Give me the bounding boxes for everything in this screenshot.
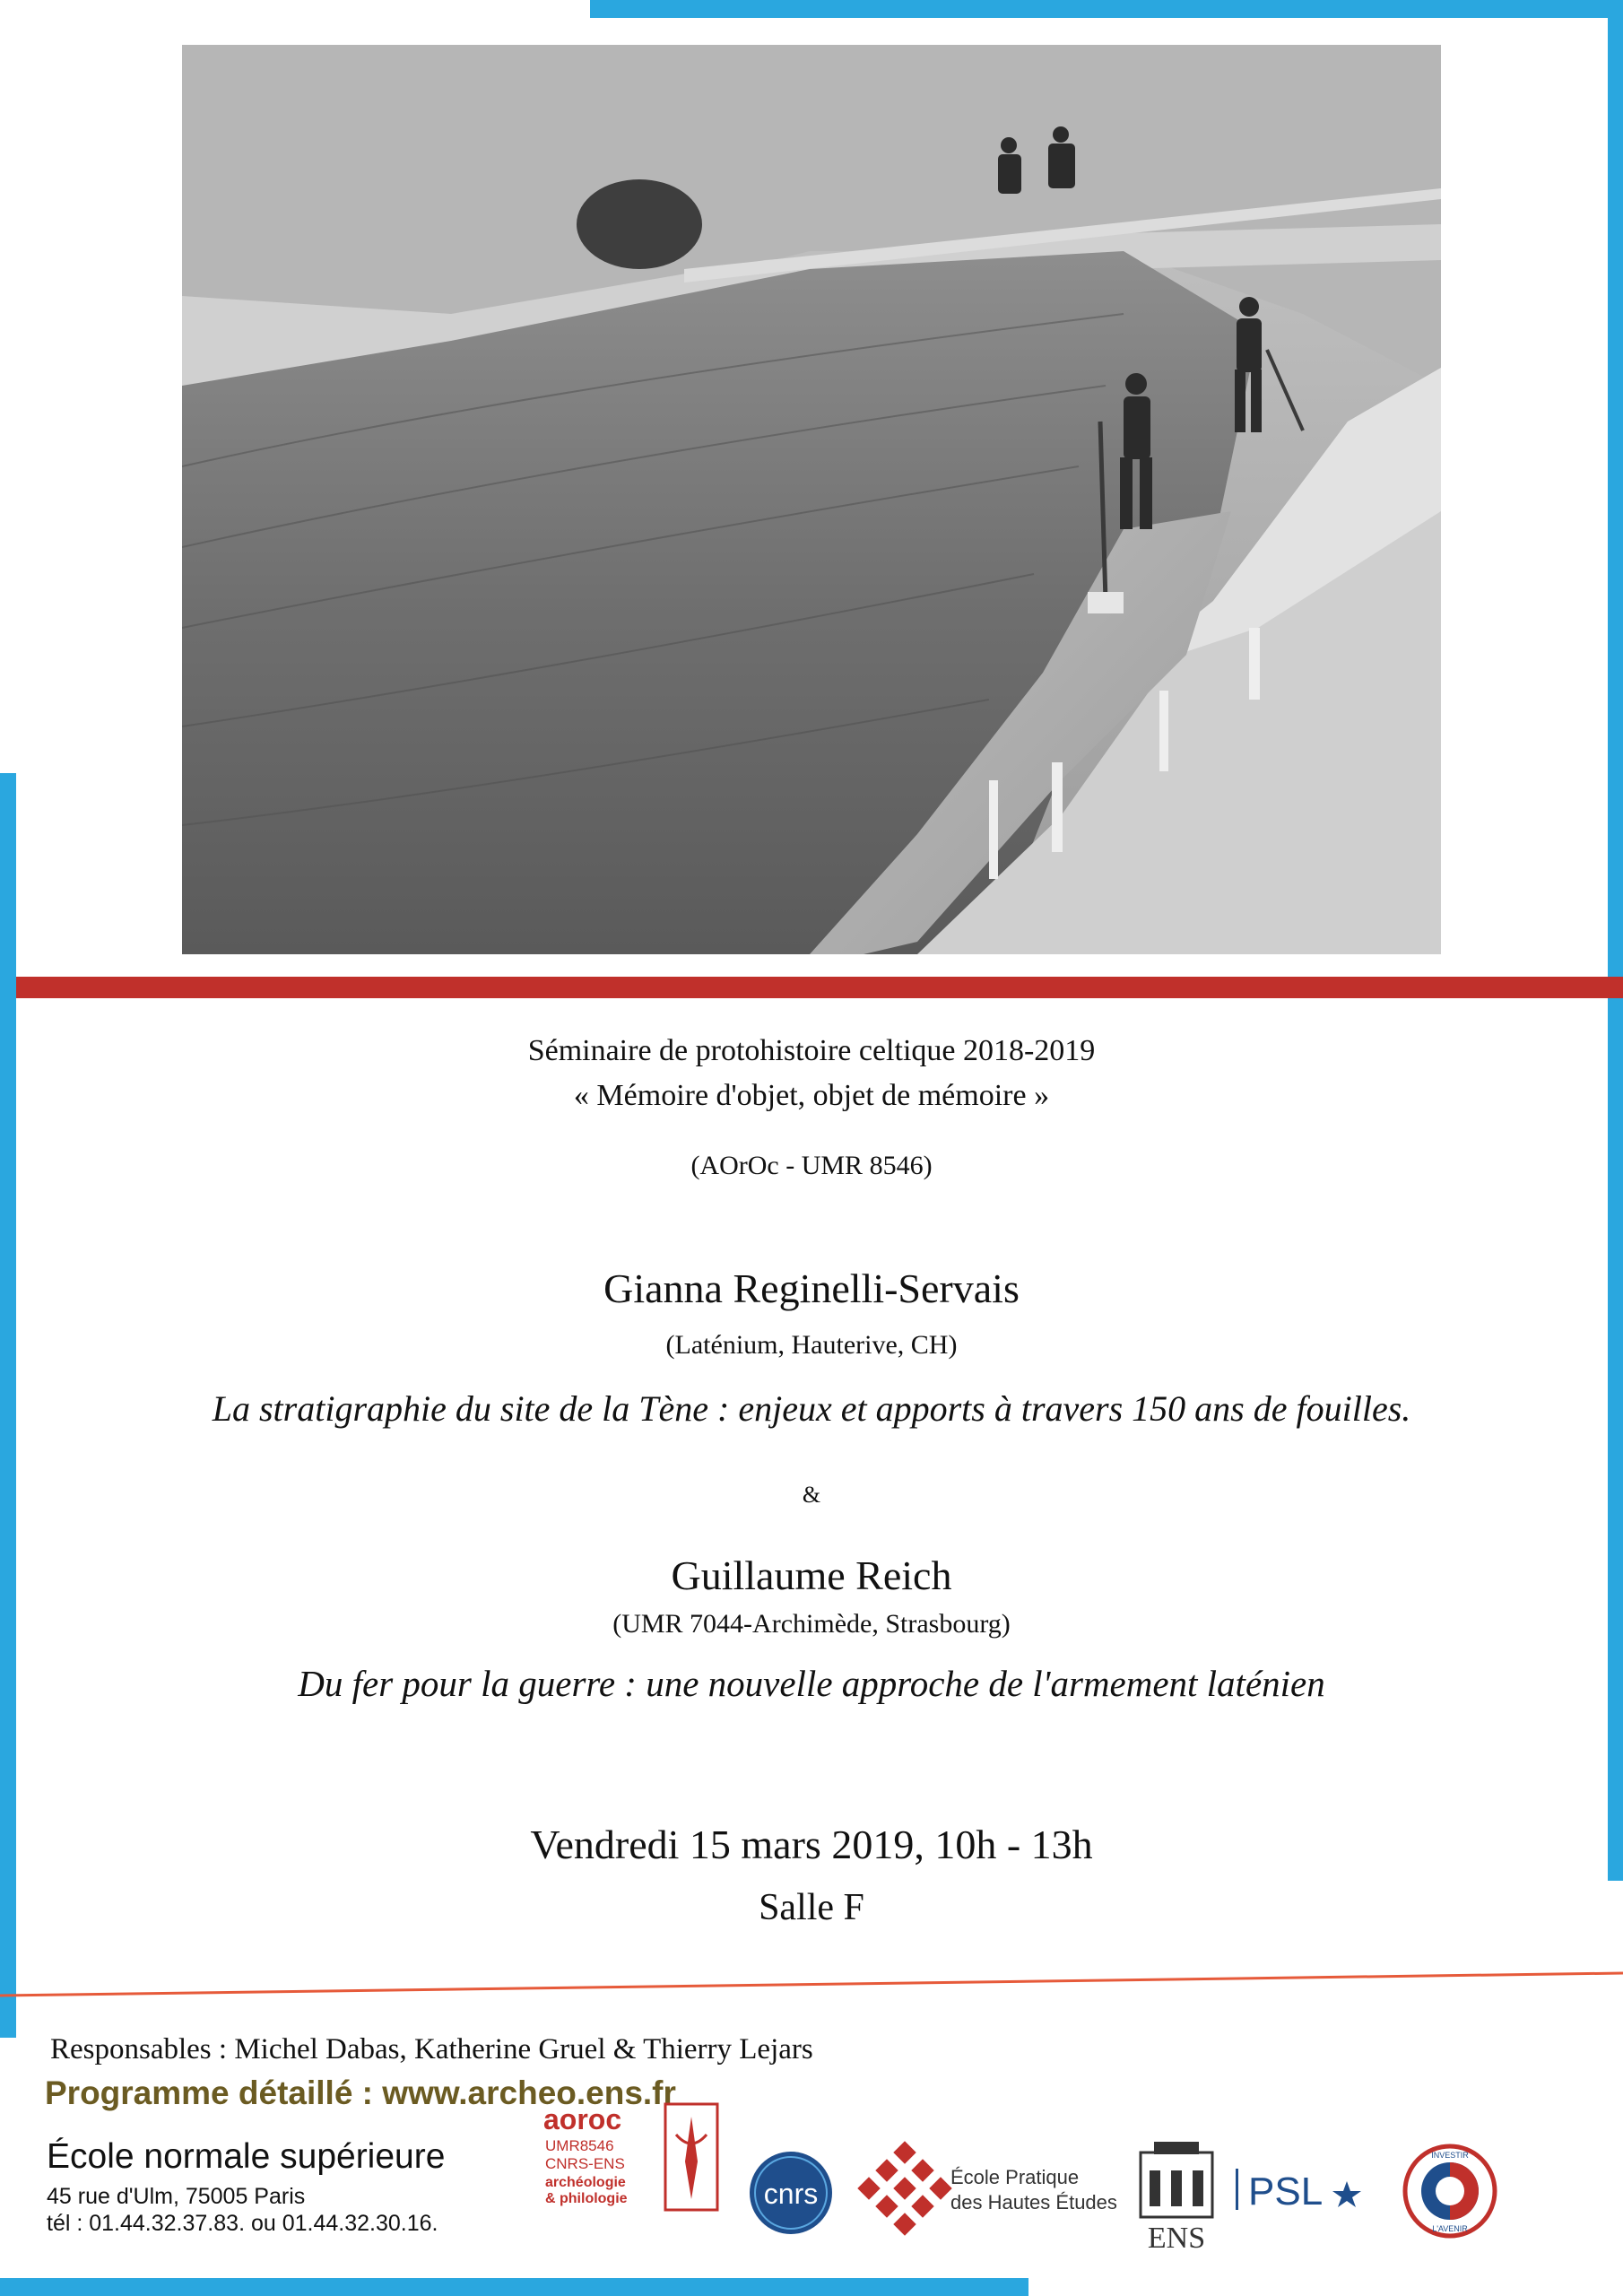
seminar-theme: « Mémoire d'objet, objet de mémoire » — [573, 1079, 1050, 1112]
aoroc-logo-line3: archéologie — [545, 2175, 626, 2190]
speaker2-affiliation: (UMR 7044-Archimède, Strasbourg) — [612, 1609, 1011, 1639]
aoroc-logo — [542, 2099, 721, 2224]
investir-logo-bottom: L'AVENIR — [1432, 2224, 1468, 2233]
school-name: École normale supérieure — [47, 2137, 446, 2176]
speaker1-name: Gianna Reginelli-Servais — [603, 1265, 1020, 1311]
red-divider — [16, 977, 1623, 998]
event-room: Salle F — [759, 1887, 864, 1928]
ens-logo-text: ENS — [1147, 2222, 1206, 2255]
cnrs-logo — [746, 2148, 836, 2238]
psl-logo-text: PSL — [1248, 2170, 1324, 2213]
ephe-logo-line2: des Hautes Études — [950, 2191, 1117, 2213]
ephe-logo-line1: École Pratique — [950, 2166, 1080, 2188]
ampersand-separator: & — [802, 1482, 821, 1508]
speaker1-talk-title: La stratigraphie du site de la Tène : enjeux et apports à travers 150 ans de fouilles. — [212, 1388, 1411, 1429]
investir-avenir-logo — [1401, 2142, 1499, 2240]
top-blue-bar — [590, 0, 1623, 18]
event-date: Vendredi 15 mars 2019, 10h - 13h — [530, 1822, 1093, 1867]
aoroc-logo-name: aoroc — [543, 2103, 622, 2135]
ephe-logo — [852, 2139, 1121, 2247]
organizers-line: Responsables : Michel Dabas, Katherine Gruel & Thierry Lejars — [50, 2033, 813, 2066]
phone-line: tél : 01.44.32.37.83. ou 01.44.32.30.16. — [47, 2211, 438, 2236]
seminar-unit: (AOrOc - UMR 8546) — [690, 1151, 933, 1180]
seminar-title: Séminaire de protohistoire celtique 2018-2019 — [527, 1034, 1096, 1067]
school-address — [47, 2183, 438, 2237]
cnrs-logo-text: cnrs — [763, 2178, 819, 2210]
investir-logo-top: INVESTIR — [1431, 2151, 1469, 2160]
footer-divider — [0, 1966, 1623, 2002]
aoroc-logo-line2: CNRS-ENS — [545, 2155, 625, 2172]
address-line: 45 rue d'Ulm, 75005 Paris — [47, 2184, 306, 2209]
speaker1-affiliation: (Laténium, Hauterive, CH) — [665, 1330, 958, 1360]
ens-logo — [1132, 2135, 1221, 2260]
aoroc-logo-line1: UMR8546 — [545, 2137, 614, 2154]
programme-link[interactable]: Programme détaillé : www.archeo.ens.fr — [45, 2074, 676, 2111]
bottom-blue-bar — [0, 2278, 1028, 2296]
speaker2-name: Guillaume Reich — [671, 1552, 952, 1598]
aoroc-logo-line4: & philologie — [545, 2191, 628, 2206]
speaker2-talk-title: Du fer pour la guerre : une nouvelle approche de l'armement laténien — [298, 1663, 1325, 1704]
psl-logo — [1236, 2161, 1379, 2224]
excavation-photo — [182, 45, 1441, 954]
